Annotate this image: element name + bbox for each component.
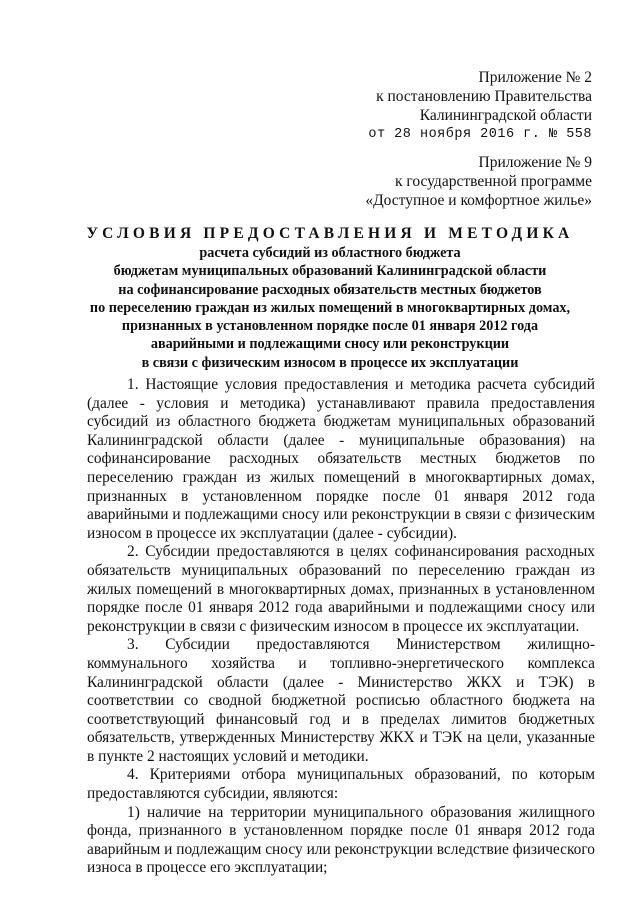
appendix-2-date: от 28 ноября 2016 г. № 558 <box>368 127 592 142</box>
appendix-9-number: Приложение № 9 <box>478 154 592 171</box>
title-line: по переселению граждан из жилых помещений в многоквартирных домах, <box>89 299 571 316</box>
title-line: на софинансирование расходных обязательств местных бюджетов <box>118 281 542 298</box>
appendix-2-resolution: к постановлению Правительства <box>376 88 592 105</box>
title-line: в связи с физическим износом в процессе их эксплуатации <box>141 354 519 371</box>
appendix-9-header <box>365 153 592 210</box>
title-line: аварийными и подлежащими сносу или реконструкции <box>150 336 510 353</box>
appendix-2-number: Приложение № 2 <box>478 69 592 86</box>
paragraph-4-item-1: 1) наличие на территории муниципального образования жилищного фонда, признанного в установленном порядке после 01 января 2012 года аварийным и подлежащим сносу или реконструкции вследствие физического износа в процессе его эксплуатации; <box>87 803 595 877</box>
document-title <box>60 224 600 372</box>
title-line: расчета субсидий из областного бюджета <box>199 245 461 261</box>
title-main: УСЛОВИЯ ПРЕДОСТАВЛЕНИЯ И МЕТОДИКА <box>86 225 574 242</box>
paragraph-4: 4. Критериями отбора муниципальных образований, по которым предоставляются субсидии, являются: <box>87 766 595 803</box>
paragraph-2: 2. Субсидии предоставляются в целях софинансирования расходных обязательств муниципальных образований по переселению граждан из жилых помещений в многоквартирных домах, признанных в установленном порядке после 01 января 2012 года аварийными и подлежащими сносу или реконструкции в связи с физическим износом в процессе их эксплуатации. <box>87 543 595 635</box>
appendix-2-region: Калининградской области <box>419 107 592 124</box>
appendix-9-program: к государственной программе <box>394 173 592 190</box>
paragraph-1: 1. Настоящие условия предоставления и методика расчета субсидий (далее - условия и методика) устанавливают правила предоставления субсидий из областного бюджета бюджетам муниципальных образований Калининградской области (далее - муниципальные образования) на софинансирование расходных обязательств местных бюджетов по переселению граждан из жилых помещений в многоквартирных домах, признанных в установленном порядке после 01 января 2012 года аварийными и подлежащими сносу или реконструкции в связи с физическим износом в процессе их эксплуатации (далее - субсидии). <box>87 376 595 542</box>
paragraph-3: 3. Субсидии предоставляются Министерством жилищно-коммунального хозяйства и топливно-энергетического комплекса Калининградской области (далее - Министерство ЖКХ и ТЭК) в соответствии со сводной бюджетной росписью областного бюджета на соответствующий финансовый год и в пределах лимитов бюджетных обязательств, утвержденных Министерству ЖКХ и ТЭК на цели, указанные в пункте 2 настоящих условий и методики. <box>87 636 595 765</box>
title-line: бюджетам муниципальных образований Калининградской области <box>113 263 547 280</box>
title-line: признанных в установленном порядке после 01 января 2012 года <box>121 318 539 335</box>
appendix-9-program-name: «Доступное и комфортное жилье» <box>365 192 592 209</box>
appendix-2-header <box>368 68 592 144</box>
document-body <box>87 376 595 878</box>
